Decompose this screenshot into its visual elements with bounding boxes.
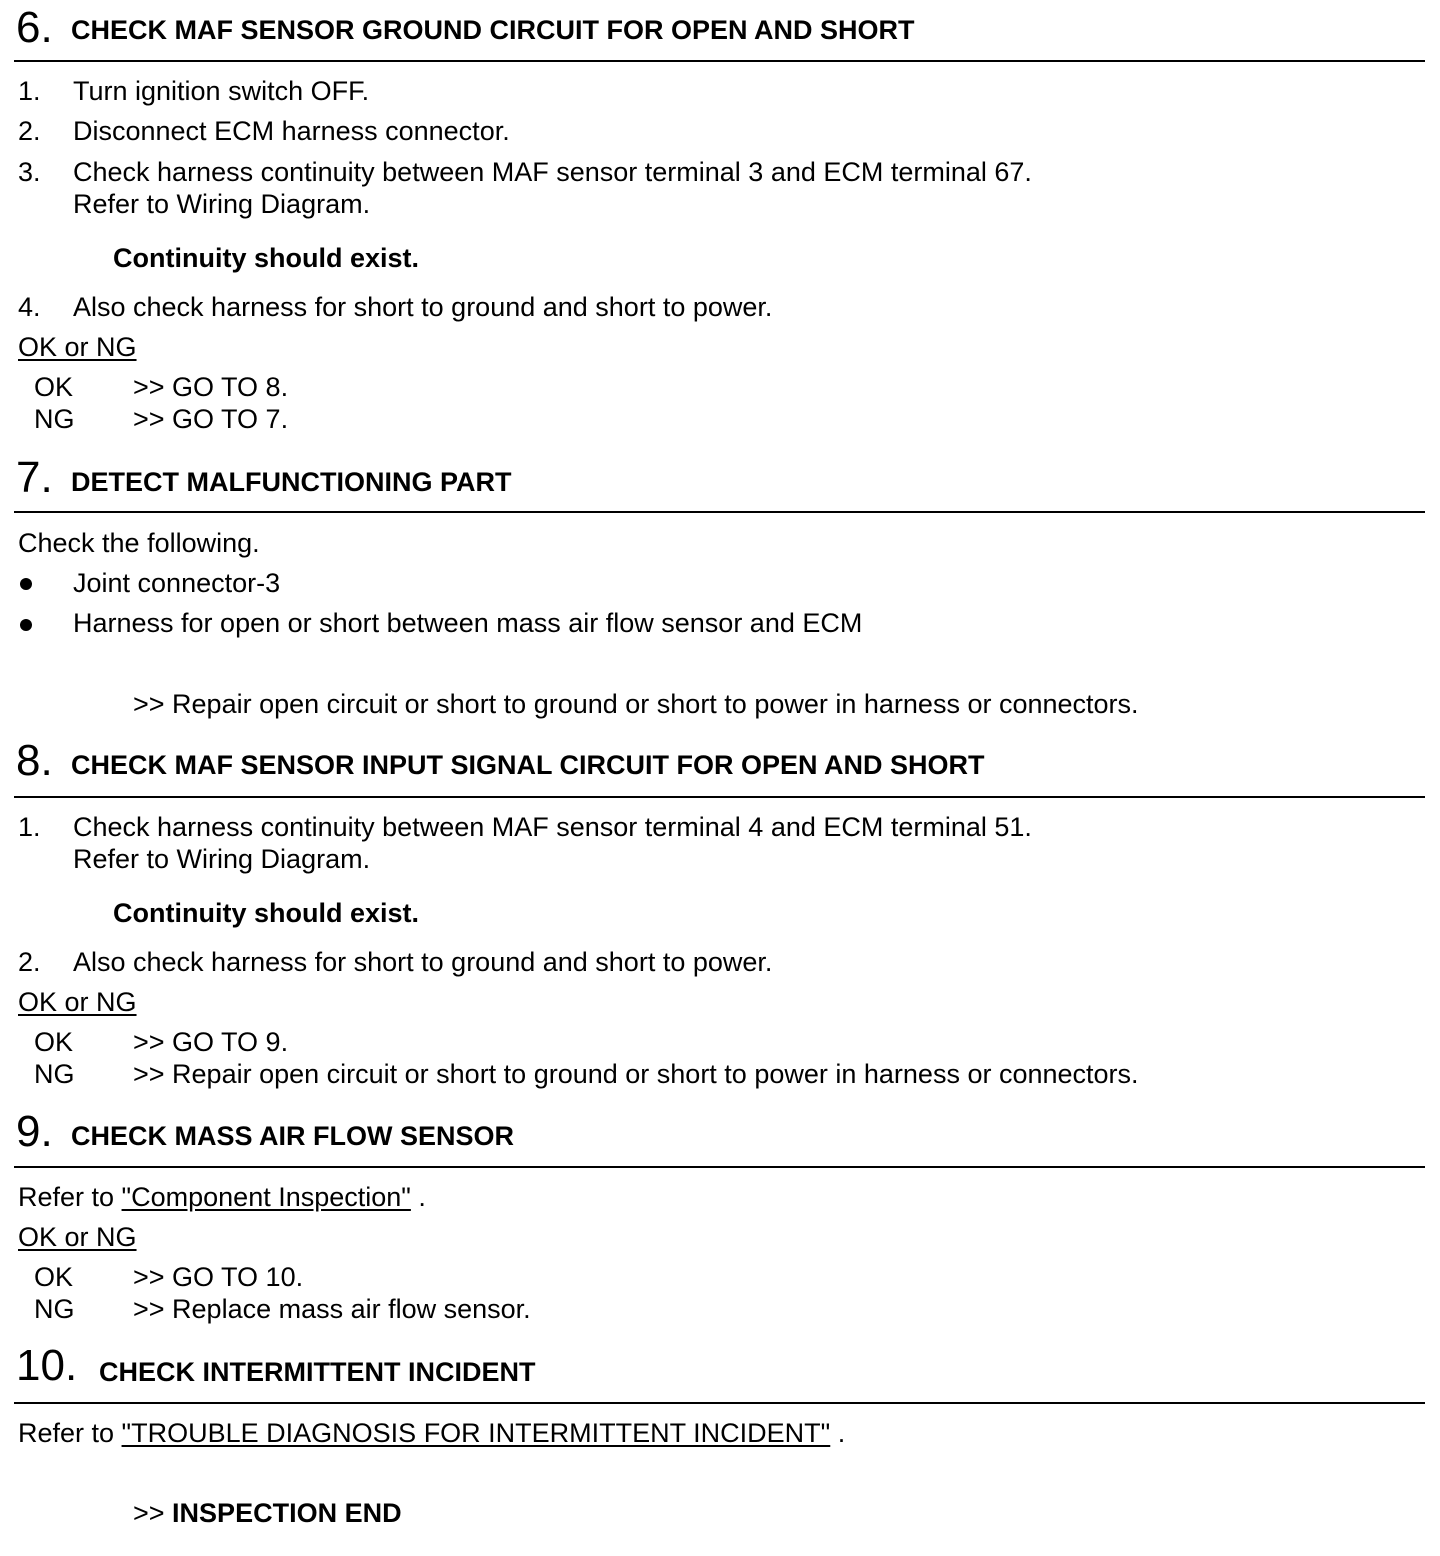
ok-label: OK bbox=[34, 372, 74, 402]
list-number: 4. bbox=[18, 292, 41, 322]
intermittent-incident-link[interactable]: "TROUBLE DIAGNOSIS FOR INTERMITTENT INCIDENT" bbox=[121, 1418, 831, 1448]
ng-label: NG bbox=[34, 404, 75, 434]
list-item: Check harness continuity between MAF sensor terminal 3 and ECM terminal 67. bbox=[73, 157, 1032, 187]
divider bbox=[14, 1166, 1425, 1168]
list-item: Also check harness for short to ground and short to power. bbox=[73, 947, 773, 977]
bullet-item: Harness for open or short between mass air flow sensor and ECM bbox=[73, 608, 863, 638]
step-title: CHECK MAF SENSOR GROUND CIRCUIT FOR OPEN AND SHORT bbox=[71, 15, 915, 45]
list-number: 1. bbox=[18, 812, 41, 842]
refer-suffix: . bbox=[410, 1182, 426, 1212]
bullet-icon bbox=[20, 578, 32, 590]
step-number: 10. bbox=[16, 1341, 78, 1390]
refer-line bbox=[18, 1181, 426, 1213]
ok-label: OK bbox=[34, 1027, 74, 1057]
ok-action: >> GO TO 10. bbox=[133, 1262, 304, 1292]
list-item-continuation: Refer to Wiring Diagram. bbox=[73, 844, 371, 874]
list-item: Check harness continuity between MAF sensor terminal 4 and ECM terminal 51. bbox=[73, 812, 1032, 842]
ng-action: >> GO TO 7. bbox=[133, 404, 289, 434]
ng-action: >> Replace mass air flow sensor. bbox=[133, 1294, 531, 1324]
ok-action: >> GO TO 9. bbox=[133, 1027, 289, 1057]
divider bbox=[14, 511, 1425, 513]
step-number: 6. bbox=[16, 3, 53, 52]
end-text: INSPECTION END bbox=[172, 1498, 402, 1528]
list-item-continuation: Refer to Wiring Diagram. bbox=[73, 189, 371, 219]
step-number: 8. bbox=[16, 736, 53, 785]
list-item: Also check harness for short to ground and short to power. bbox=[73, 292, 773, 322]
refer-prefix: Refer to bbox=[18, 1182, 122, 1212]
list-item: Turn ignition switch OFF. bbox=[73, 76, 370, 106]
ok-action: >> GO TO 8. bbox=[133, 372, 289, 402]
list-number: 1. bbox=[18, 76, 41, 106]
end-arrow: >> bbox=[133, 1498, 173, 1528]
step-title: DETECT MALFUNCTIONING PART bbox=[71, 467, 512, 497]
divider bbox=[14, 60, 1425, 62]
ok-or-ng-label: OK or NG bbox=[18, 332, 137, 362]
divider bbox=[14, 796, 1425, 798]
refer-suffix: . bbox=[830, 1418, 846, 1448]
list-number: 2. bbox=[18, 947, 41, 977]
ok-or-ng-label: OK or NG bbox=[18, 1222, 137, 1252]
ng-label: NG bbox=[34, 1294, 75, 1324]
step-title: CHECK INTERMITTENT INCIDENT bbox=[99, 1357, 536, 1387]
bullet-item: Joint connector-3 bbox=[73, 568, 281, 598]
spec-note: Continuity should exist. bbox=[113, 898, 420, 928]
component-inspection-link[interactable]: "Component Inspection" bbox=[121, 1182, 411, 1212]
ng-action: >> Repair open circuit or short to ground or short to power in harness or connectors. bbox=[133, 1059, 1139, 1089]
step-title: CHECK MAF SENSOR INPUT SIGNAL CIRCUIT FOR OPEN AND SHORT bbox=[71, 750, 985, 780]
ng-label: NG bbox=[34, 1059, 75, 1089]
list-number: 3. bbox=[18, 157, 41, 187]
divider bbox=[14, 1402, 1425, 1404]
step-title: CHECK MASS AIR FLOW SENSOR bbox=[71, 1121, 515, 1151]
intro-text: Check the following. bbox=[18, 528, 260, 558]
ok-or-ng-label: OK or NG bbox=[18, 987, 137, 1017]
bullet-icon bbox=[20, 619, 32, 631]
list-number: 2. bbox=[18, 116, 41, 146]
list-item: Disconnect ECM harness connector. bbox=[73, 116, 510, 146]
ok-label: OK bbox=[34, 1262, 74, 1292]
refer-prefix: Refer to bbox=[18, 1418, 122, 1448]
refer-line bbox=[18, 1417, 845, 1449]
repair-action: >> Repair open circuit or short to ground or short to power in harness or connectors. bbox=[133, 689, 1139, 719]
inspection-end bbox=[133, 1497, 402, 1529]
step-number: 7. bbox=[16, 453, 53, 502]
step-number: 9. bbox=[16, 1107, 53, 1156]
spec-note: Continuity should exist. bbox=[113, 243, 420, 273]
